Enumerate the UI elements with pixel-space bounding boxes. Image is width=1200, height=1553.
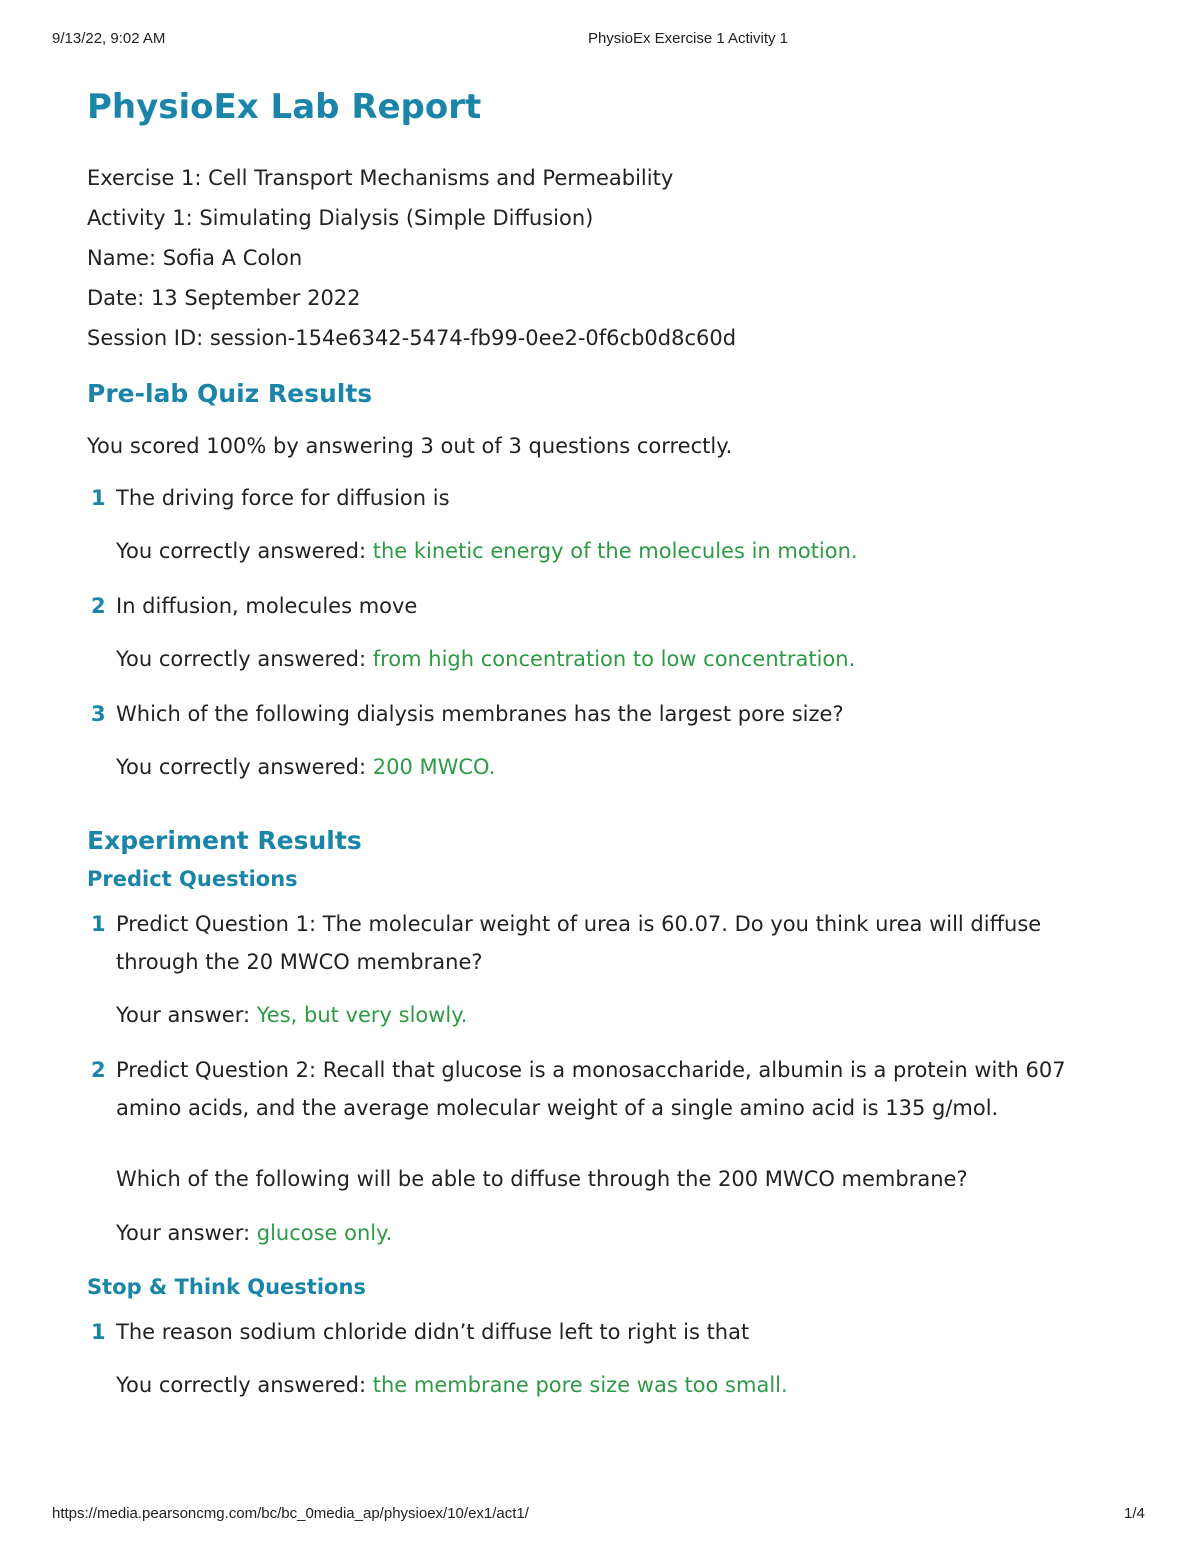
prelab-heading: Pre-lab Quiz Results xyxy=(87,379,373,408)
activity-line: Activity 1: Simulating Dialysis (Simple Diffusion) xyxy=(87,206,594,230)
question-number: 2 xyxy=(91,594,106,618)
question-number: 1 xyxy=(91,912,106,936)
print-doc-title: PhysioEx Exercise 1 Activity 1 xyxy=(587,30,789,47)
answer-text: the membrane pore size was too small. xyxy=(372,1373,788,1397)
predict-question xyxy=(87,1051,1127,1127)
print-datetime: 9/13/22, 9:02 AM xyxy=(52,30,166,47)
question-text: Predict Question 2: Recall that glucose is a monosaccharide, albumin is a protein with 607 amino acids, and the average molecular weight of a single amino acid is 135 g/mol. xyxy=(116,1058,1066,1120)
lab-report xyxy=(87,84,1127,1400)
prelab-question xyxy=(87,479,1127,517)
answer-prefix: You correctly answered: xyxy=(116,647,373,671)
answer-text: the kinetic energy of the molecules in motion. xyxy=(372,539,858,563)
name-line: Name: Sofia A Colon xyxy=(87,246,303,270)
question-number: 1 xyxy=(91,486,106,510)
prelab-answer xyxy=(87,752,1127,782)
session-line: Session ID: session-154e6342-5474-fb99-0ee2-0f6cb0d8c60d xyxy=(87,326,737,350)
question-number: 3 xyxy=(91,702,106,726)
predict-heading: Predict Questions xyxy=(87,867,298,891)
predict-question xyxy=(87,905,1127,981)
date-line: Date: 13 September 2022 xyxy=(87,286,361,310)
answer-text: from high concentration to low concentration. xyxy=(372,647,856,671)
answer-prefix: You correctly answered: xyxy=(116,1373,373,1397)
answer-text: glucose only. xyxy=(256,1221,393,1245)
experiment-heading: Experiment Results xyxy=(87,826,362,855)
answer-text: 200 MWCO. xyxy=(372,755,496,779)
predict-answer xyxy=(87,1218,1127,1248)
print-page-number: 1/4 xyxy=(1124,1505,1145,1522)
predict-answer xyxy=(87,1000,1127,1030)
answer-text: Yes, but very slowly. xyxy=(256,1003,468,1027)
prelab-answer xyxy=(87,536,1127,566)
prelab-score: You scored 100% by answering 3 out of 3 questions correctly. xyxy=(87,434,733,458)
answer-prefix: You correctly answered: xyxy=(116,755,373,779)
stop-think-question xyxy=(87,1313,1127,1351)
prelab-question xyxy=(87,587,1127,625)
question-number: 1 xyxy=(91,1320,106,1344)
answer-prefix: You correctly answered: xyxy=(116,539,373,563)
predict-question-followup: Which of the following will be able to diffuse through the 200 MWCO membrane? xyxy=(116,1167,968,1191)
question-text: Which of the following dialysis membranes has the largest pore size? xyxy=(116,702,844,726)
stop-think-heading: Stop & Think Questions xyxy=(87,1275,366,1299)
exercise-line: Exercise 1: Cell Transport Mechanisms and Permeability xyxy=(87,166,674,190)
answer-prefix: Your answer: xyxy=(116,1221,257,1245)
print-url: https://media.pearsoncmg.com/bc/bc_0media_ap/physioex/10/ex1/act1/ xyxy=(52,1505,529,1522)
answer-prefix: Your answer: xyxy=(116,1003,257,1027)
report-meta xyxy=(87,158,1127,358)
report-title: PhysioEx Lab Report xyxy=(87,87,482,127)
prelab-answer xyxy=(87,644,1127,674)
question-number: 2 xyxy=(91,1058,106,1082)
question-text: In diffusion, molecules move xyxy=(116,594,418,618)
question-text: Predict Question 1: The molecular weight of urea is 60.07. Do you think urea will diffuse through the 20 MWCO membrane? xyxy=(116,912,1042,974)
question-text: The driving force for diffusion is xyxy=(116,486,450,510)
prelab-question xyxy=(87,695,1127,733)
stop-think-answer xyxy=(87,1370,1127,1400)
question-text: The reason sodium chloride didn’t diffuse left to right is that xyxy=(116,1320,750,1344)
